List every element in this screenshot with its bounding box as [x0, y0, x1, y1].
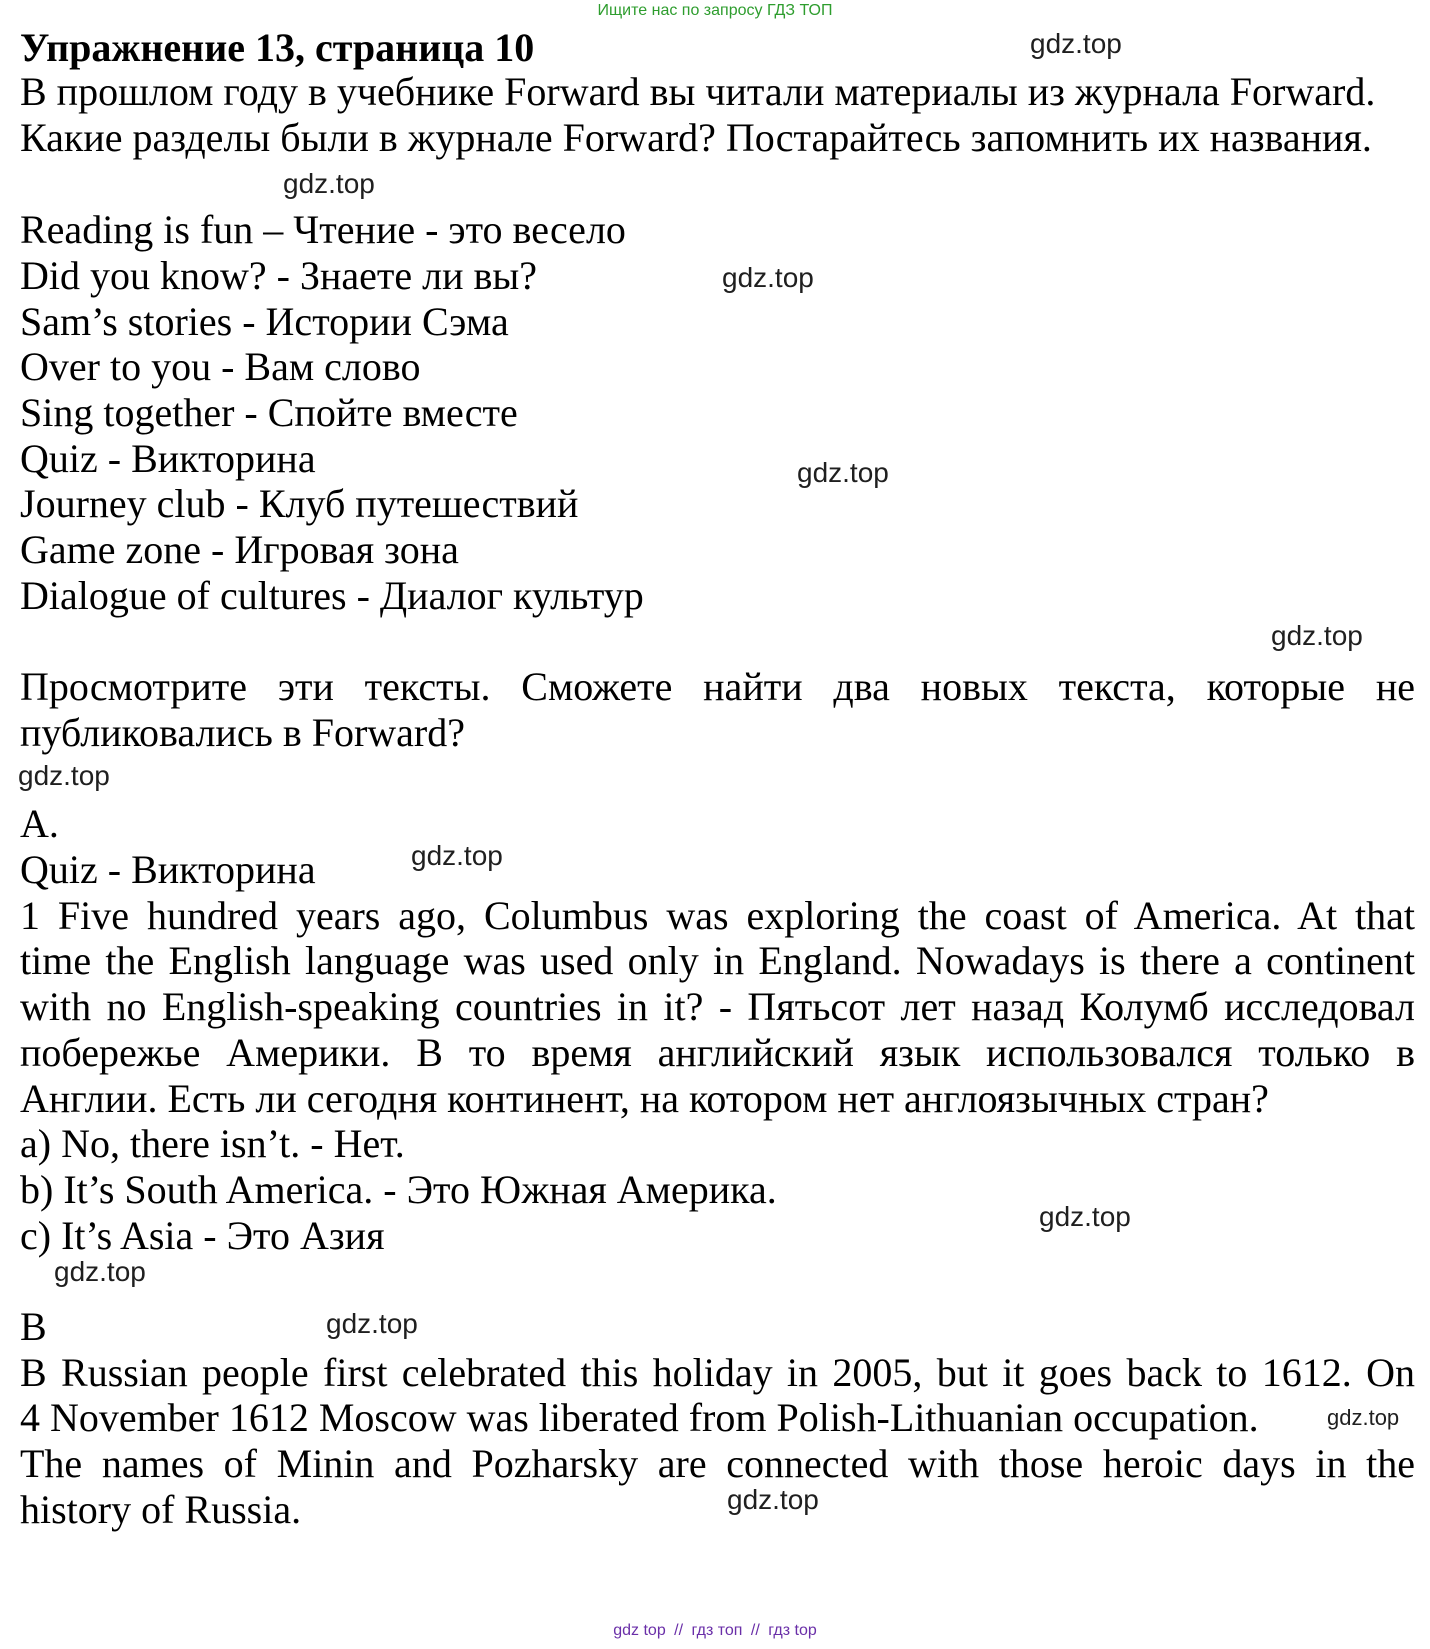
task-line-1: Просмотрите эти тексты. Сможете найти два новых текста, которые не — [20, 664, 1415, 709]
answer-option: a) No, there isn’t. - Нет. — [20, 1121, 405, 1166]
intro-line-2: Какие разделы были в журнале Forward? Постарайтесь запомнить их названия. — [20, 115, 1372, 160]
footer-separator: // — [750, 1622, 760, 1639]
section-item: Reading is fun – Чтение - это весело — [20, 207, 626, 252]
part-a-line: time the English language was used only in England. Nowadays is there a continent — [20, 938, 1415, 983]
watermark: gdz.top — [326, 1308, 418, 1339]
watermark: gdz.top — [1271, 620, 1363, 651]
section-item: Did you know? - Знаете ли вы? — [20, 253, 538, 298]
task-line-2: публиковались в Forward? — [20, 710, 465, 755]
watermark: gdz.top — [283, 168, 375, 199]
footer-link[interactable]: gdz top — [613, 1622, 666, 1639]
part-a-heading: Quiz - Викторина — [20, 847, 316, 892]
footer-separator: // — [674, 1622, 684, 1639]
page-title: Упражнение 13, страница 10 — [20, 25, 535, 70]
footer-link[interactable]: гдз топ — [691, 1622, 743, 1639]
answer-option: c) It’s Asia - Это Азия — [20, 1213, 385, 1258]
watermark: gdz.top — [18, 760, 110, 791]
section-item: Game zone - Игровая зона — [20, 527, 459, 572]
section-item: Journey club - Клуб путешествий — [20, 481, 579, 526]
watermark: gdz.top — [722, 262, 814, 293]
part-b-line: 4 November 1612 Moscow was liberated from Polish-Lithuanian occupation. — [20, 1395, 1259, 1440]
section-item: Sing together - Спойте вместе — [20, 390, 518, 435]
section-item: Quiz - Викторина — [20, 436, 316, 481]
answer-option: b) It’s South America. - Это Южная Америка. — [20, 1167, 777, 1212]
section-item: Over to you - Вам слово — [20, 344, 421, 389]
part-a-label: A. — [20, 801, 59, 846]
watermark: gdz.top — [727, 1484, 819, 1515]
part-a-line: побережье Америки. В то время английский язык использовался только в — [20, 1030, 1415, 1075]
watermark: gdz.top — [1030, 28, 1122, 59]
section-item: Dialogue of cultures - Диалог культур — [20, 573, 644, 618]
watermark: gdz.top — [54, 1256, 146, 1287]
part-b-label: B — [20, 1304, 47, 1349]
top-banner[interactable]: Ищите нас по запросу ГДЗ ТОП — [597, 2, 833, 19]
part-b-line: history of Russia. — [20, 1487, 302, 1532]
footer-links — [0, 1620, 1430, 1642]
watermark: gdz.top — [1327, 1405, 1400, 1430]
part-b-line: B Russian people first celebrated this holiday in 2005, but it goes back to 1612. On — [20, 1350, 1415, 1395]
watermark: gdz.top — [411, 840, 503, 871]
part-b-line: The names of Minin and Pozharsky are connected with those heroic days in the — [20, 1441, 1415, 1486]
part-a-line: 1 Five hundred years ago, Columbus was exploring the coast of America. At that — [20, 893, 1415, 938]
watermark: gdz.top — [1039, 1201, 1131, 1232]
section-item: Sam’s stories - Истории Сэма — [20, 299, 509, 344]
watermark: gdz.top — [797, 457, 889, 488]
part-a-line: Англии. Есть ли сегодня континент, на котором нет англоязычных стран? — [20, 1076, 1269, 1121]
footer-link[interactable]: гдз top — [768, 1622, 817, 1639]
intro-line-1: В прошлом году в учебнике Forward вы читали материалы из журнала Forward. — [20, 69, 1376, 114]
part-a-line: with no English-speaking countries in it? - Пятьсот лет назад Колумб исследовал — [20, 984, 1415, 1029]
